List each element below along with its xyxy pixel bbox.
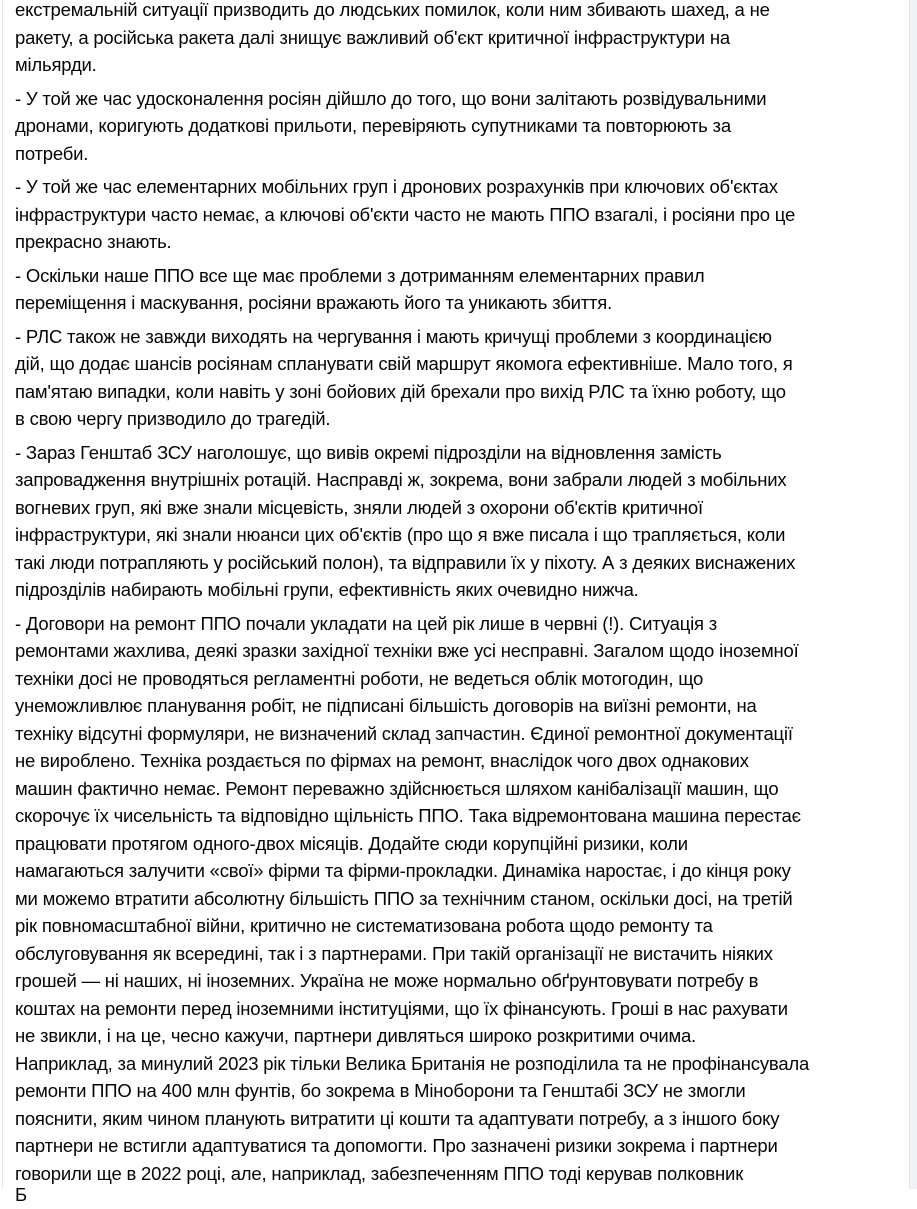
post-card [2,0,910,1189]
post-line: працювати протягом одного-двох місяців. Додайте сюди корупційні ризики, коли [15,832,688,854]
post-line: підрозділів набирають мобільні групи, ефективність яких очевидно нижча. [15,579,639,600]
post-line: - У той же час удосконалення росіян дійшло до того, що вони залітають розвідувальними [15,87,767,109]
post-line: машин фактично немає. Ремонт переважно здійснюється шляхом канібалізації машин, що [15,777,779,799]
post-paragraph [15,85,881,168]
post-line: такі люди потрапляють у російський полон), та відправили їх у піхоту. А з деяких виснажених [15,551,796,573]
post-line: намагаються залучити «свої» фірми та фірми-прокладки. Динаміка наростає, і до кінця року [15,860,791,881]
post-paragraph [15,0,881,79]
post-line: унеможливлює планування робіт, не підписані більшість договорів на виїзні ремонти, на [15,695,757,716]
post-line: грошей — ні наших, ні іноземних. Україна не може нормально обґрунтовувати потребу в [15,970,759,991]
post-line: - Зараз Генштаб ЗСУ наголошує, що вивів окремі підрозділи на відновлення замість [15,441,722,463]
post-line: техніки досі не проводяться регламентні роботи, не ведеться облік мотогодин, що [15,667,704,689]
post-cutoff-line [15,1181,883,1205]
post-line: потреби. [15,142,89,164]
post-line: запровадження внутрішніх ротацій. Насправді ж, зокрема, вони забрали людей з мобільних [15,469,787,490]
post-line: - Оскільки наше ППО все ще має проблеми з дотриманням елементарних правил [15,264,705,286]
post-line: мільярди. [15,54,97,75]
post-line: екстремальній ситуації призводить до людських помилок, коли ним збивають шахед, а не [15,0,770,20]
post-line: пояснити, яким чином планують витратити ці кошти та адаптувати потребу, а з іншого боку [15,1107,780,1129]
post-paragraph [15,610,881,1188]
post-line: - РЛС також не завжди виходять на чергування і мають кричущі проблеми з координацією [15,325,772,347]
post-line: Наприклад, за минулий 2023 рік тільки Велика Британія не розподілила та не профінансувала [15,1052,810,1074]
post-line: техніку відсутні формуляри, не визначений склад запчастин. Єдиної ремонтної документації [15,722,793,744]
post-paragraph [15,439,881,604]
post-line: обслуговування як всередині, так і з партнерами. При такій організації не вистачить ніяких [15,942,773,964]
post-line: ремонтами жахлива, деякі зразки західної техніки вже усі несправні. Загалом щодо іноземної [15,640,799,661]
post-text [15,0,881,1187]
post-line: не звикли, і на це, чесно кажучи, партнери дивляться широко розкритими очима. [15,1025,696,1046]
post-paragraph [15,262,881,317]
post-line: прекрасно знають. [15,231,172,252]
post-line: дій, що додає шансів росіянам спланувати свій маршрут якомога ефективніше. Мало того, я [15,353,793,374]
post-line: в свою чергу призводило до трагедій. [15,408,331,429]
post-line: ракету, а російська ракета далі знищує важливий об'єкт критичної інфраструктури на [15,26,730,48]
post-line: коштах на ремонти перед іноземними інституціями, що їх фінансують. Гроші в нас рахувати [15,997,788,1019]
page-gutter [910,0,917,1189]
post-line: пам'ятаю випадки, коли навіть у зоні бойових дій брехали про вихід РЛС та їхню роботу, що [15,380,786,402]
post-line: - У той же час елементарних мобільних груп і дронових розрахунків при ключових об'єктах [15,176,778,197]
post-line: ми можемо втратити абсолютну більшість ППО за технічним станом, оскільки досі, на третій [15,887,793,909]
post-line: не вироблено. Техніка роздається по фірмах на ремонт, внаслідок чого двох однакових [15,750,749,771]
post-line: інфраструктури часто немає, а ключові об'єкти часто не мають ППО взагалі, і росіяни про це [15,203,796,225]
post-line: говорили ще в 2022 році, але, наприклад, забезпеченням ППО тоді керував полковник [15,1162,744,1184]
post-line: - Договори на ремонт ППО почали укладати на цей рік лише в червні (!). Ситуація з [15,612,718,634]
post-line: скорочує їх чисельність та відповідно щільність ППО. Така відремонтована машина перестає [15,805,801,826]
post-line: інфраструктури, які знали нюанси цих об'єктів (про що я вже писала і що трапляється, коли [15,524,786,545]
post-line: партнери не встигли адаптуватися та допомогти. Про зазначені ризики зокрема і партнери [15,1135,778,1156]
post-line: Б [15,1184,27,1205]
post-line: переміщення і маскування, росіяни вражають його та уникають збиття. [15,292,613,313]
post-line: ремонти ППО на 400 млн фунтів, бо зокрема в Міноборони та Генштабі ЗСУ не змогли [15,1080,746,1101]
post-paragraph [15,173,881,256]
post-line: дронами, коригують додаткові прильоти, перевіряють супутниками та повторюють за [15,115,731,136]
post-paragraph [15,323,881,433]
post-line: вогневих груп, які вже знали місцевість, зняли людей з охорони об'єктів критичної [15,496,703,518]
post-line: рік повномасштабної війни, критично не систематизована робота щодо ремонту та [15,915,713,936]
